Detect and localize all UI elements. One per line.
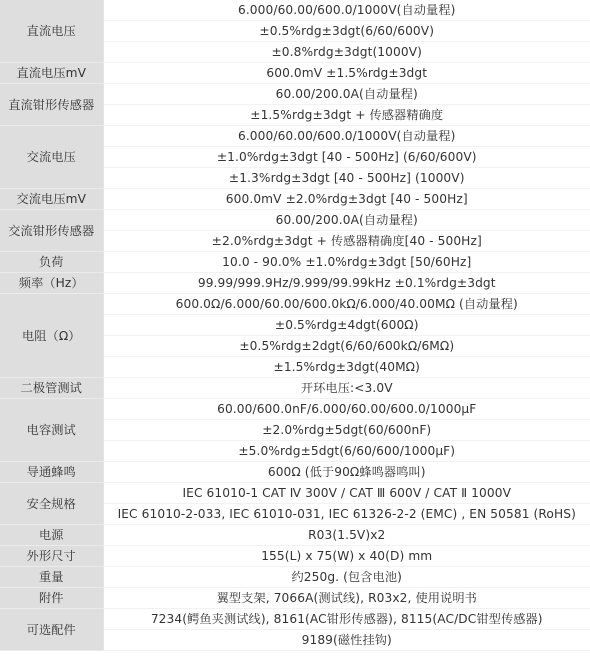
table-row bbox=[0, 462, 590, 483]
spec-value: ±2.0%rdg±3dgt + 传感器精确度[40 - 500Hz] bbox=[103, 231, 590, 252]
spec-label: 负荷 bbox=[0, 252, 103, 273]
table-row bbox=[0, 588, 590, 609]
spec-value: 99.99/999.9Hz/9.999/99.99kHz ±0.1%rdg±3dgt bbox=[103, 273, 590, 294]
spec-label: 安全规格 bbox=[0, 483, 103, 525]
spec-label: 直流电压 bbox=[0, 0, 103, 63]
table-row bbox=[0, 210, 590, 231]
spec-value: ±0.5%rdg±4dgt(600Ω) bbox=[103, 315, 590, 336]
spec-label: 电容测试 bbox=[0, 399, 103, 462]
spec-value: ±0.5%rdg±2dgt(6/60/600kΩ/6MΩ) bbox=[103, 336, 590, 357]
spec-label: 外形尺寸 bbox=[0, 546, 103, 567]
spec-value: 600.0mV ±2.0%rdg±3dgt [40 - 500Hz] bbox=[103, 189, 590, 210]
spec-label: 重量 bbox=[0, 567, 103, 588]
spec-value: 60.00/600.0nF/6.000/60.00/600.0/1000μF bbox=[103, 399, 590, 420]
spec-value: IEC 61010-2-033, IEC 61010-031, IEC 61326-2-2 (EMC) , EN 50581 (RoHS) bbox=[103, 504, 590, 525]
spec-value: 155(L) x 75(W) x 40(D) mm bbox=[103, 546, 590, 567]
table-row bbox=[0, 399, 590, 420]
table-row bbox=[0, 273, 590, 294]
table-row bbox=[0, 84, 590, 105]
spec-label: 直流电压mV bbox=[0, 63, 103, 84]
spec-value: 600.0mV ±1.5%rdg±3dgt bbox=[103, 63, 590, 84]
spec-value: 60.00/200.0A(自动量程) bbox=[103, 210, 590, 231]
spec-label: 导通蜂鸣 bbox=[0, 462, 103, 483]
spec-value: 6.000/60.00/600.0/1000V(自动量程) bbox=[103, 0, 590, 21]
spec-value: 6.000/60.00/600.0/1000V(自动量程) bbox=[103, 126, 590, 147]
spec-value: ±1.5%rdg±3dgt + 传感器精确度 bbox=[103, 105, 590, 126]
spec-value: 600.0Ω/6.000/60.00/600.0kΩ/6.000/40.00MΩ (自动量程) bbox=[103, 294, 590, 315]
spec-label: 电阻（Ω） bbox=[0, 294, 103, 378]
spec-value: ±1.5%rdg±3dgt(40MΩ) bbox=[103, 357, 590, 378]
spec-value: 10.0 - 90.0% ±1.0%rdg±3dgt [50/60Hz] bbox=[103, 252, 590, 273]
table-row bbox=[0, 378, 590, 399]
spec-label: 频率（Hz） bbox=[0, 273, 103, 294]
spec-value: 9189(磁性挂钩) bbox=[103, 630, 590, 651]
table-row bbox=[0, 525, 590, 546]
table-row bbox=[0, 252, 590, 273]
spec-value: R03(1.5V)x2 bbox=[103, 525, 590, 546]
table-row bbox=[0, 294, 590, 315]
spec-label: 电源 bbox=[0, 525, 103, 546]
spec-label: 附件 bbox=[0, 588, 103, 609]
spec-value: 7234(鳄鱼夹测试线), 8161(AC钳形传感器), 8115(AC/DC钳型传感器) bbox=[103, 609, 590, 630]
table-row bbox=[0, 567, 590, 588]
table-row bbox=[0, 63, 590, 84]
spec-value: ±1.3%rdg±3dgt [40 - 500Hz] (1000V) bbox=[103, 168, 590, 189]
table-row bbox=[0, 126, 590, 147]
spec-label: 交流电压mV bbox=[0, 189, 103, 210]
spec-value: ±0.8%rdg±3dgt(1000V) bbox=[103, 42, 590, 63]
table-row bbox=[0, 189, 590, 210]
spec-value: 开环电压:<3.0V bbox=[103, 378, 590, 399]
spec-value: 约250g. (包含电池) bbox=[103, 567, 590, 588]
spec-value: ±5.0%rdg±5dgt(6/60/600/1000μF) bbox=[103, 441, 590, 462]
table-row bbox=[0, 546, 590, 567]
spec-label: 交流钳形传感器 bbox=[0, 210, 103, 252]
spec-label: 可选配件 bbox=[0, 609, 103, 651]
table-row bbox=[0, 483, 590, 504]
spec-label: 直流钳形传感器 bbox=[0, 84, 103, 126]
spec-label: 二极管测试 bbox=[0, 378, 103, 399]
spec-value: ±0.5%rdg±3dgt(6/60/600V) bbox=[103, 21, 590, 42]
spec-label: 交流电压 bbox=[0, 126, 103, 189]
spec-value: ±1.0%rdg±3dgt [40 - 500Hz] (6/60/600V) bbox=[103, 147, 590, 168]
spec-value: 翼型支架, 7066A(测试线), R03x2, 使用说明书 bbox=[103, 588, 590, 609]
spec-value: 600Ω (低于90Ω蜂鸣器鸣叫) bbox=[103, 462, 590, 483]
table-row bbox=[0, 0, 590, 21]
table-row bbox=[0, 609, 590, 630]
spec-value: IEC 61010-1 CAT Ⅳ 300V / CAT Ⅲ 600V / CAT Ⅱ 1000V bbox=[103, 483, 590, 504]
spec-value: ±2.0%rdg±5dgt(60/600nF) bbox=[103, 420, 590, 441]
spec-value: 60.00/200.0A(自动量程) bbox=[103, 84, 590, 105]
